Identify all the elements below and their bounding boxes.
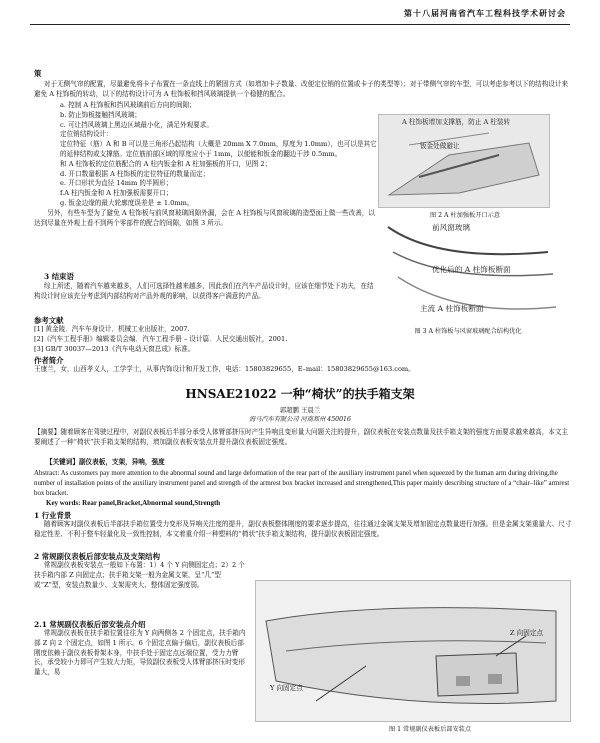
section-heading: 策 <box>34 69 42 78</box>
figure-3-caption: 图 3 A 柱饰板与风窗玻璃配合结构优化 <box>414 328 522 335</box>
figure-1-caption: 图 1 常规副仪表板后部安装点 <box>388 726 472 733</box>
keywords-en: Key words: Rear panel,Bracket,Abnormal sound,Strength <box>46 499 221 507</box>
section-2-heading: 2 常规副仪表板后部安装点及支架结构 <box>34 552 160 561</box>
list-item: b. 防止饰板接触挡风玻璃； <box>60 110 141 119</box>
figure-2-label: A 柱饰板增加支撑筋，防止 A 柱装转 <box>402 118 511 126</box>
figure-2-label: 钣金处做避让 <box>420 142 460 150</box>
list-item: e. 开口形状为直径 14mm 的半圆形； <box>60 179 173 188</box>
body-paragraph: 另外，有些车型为了避免 A 柱饰板与前风窗玻璃间隙外漏，会在 A 柱饰板与风窗玻璃的造型面上做一些改善，以达到尽量在外观上看不到两个零部件的配合的间隙，如图 3 所示。 <box>34 208 375 227</box>
abstract-cn: 【摘要】随着顾客在驾驶过程中，对副仪表板后半部分承受人体臂部挤压时产生异响且变形量大问题关注的提升，副仪表板在安装点数量及扶手箱支架的强度方面要求越来越高，本文主要阐述了一种“椅状”扶手箱支架的结构，增加副仪表板安装点并提升副仪表板固定强度。 <box>34 428 569 446</box>
list-item: f.A 柱内钣金和 A 柱加强板需要开口； <box>60 189 173 198</box>
author-bio: 王康兰，女，山西孝义人，工学学士，从事内饰设计和开发工作，电话：15803829655，E–mail：15803829655@163.com。 <box>34 365 415 373</box>
figure-2-image <box>378 114 550 208</box>
reference-item: [1] 黄金陵．汽车车身设计．机械工业出版社，2007. <box>34 325 190 333</box>
list-item: a. 控制 A 柱饰板和挡风玻璃前后方向的间隙； <box>60 101 196 109</box>
section-1-heading: 1 行业背景 <box>34 511 72 520</box>
section-2-1-heading: 2.1 常规副仪表板后部安装点介绍 <box>34 620 146 629</box>
abstract-en: Abstract: As customers pay more attention to the abnormal sound and large deformation of the rear part of the auxiliary instrument panel when squeezed by the human arm during driving,the number of installation points of the auxiliary instrument panel and strength of the armrest box bracket increased and strengthened,This paper mainly describing structure of a “chair–like” armrest box bracket. <box>34 470 570 497</box>
author-bio-heading: 作者简介 <box>34 356 64 365</box>
conference-header: 第十八届河南省汽车工程科技学术研讨会 <box>404 8 566 18</box>
article-title: HNSAE21022 一种“椅状”的扶手箱支架 <box>185 387 415 401</box>
keywords-cn: 【关键词】副仪表板，支架，异响，强度 <box>46 458 165 466</box>
figure-3-label: 优化后的 A 柱饰板断面 <box>432 265 511 274</box>
section-2-1-body: 常规副仪表板在扶手箱位置往往为 Y 向两侧各 2 个固定点，扶手箱内部 Z 向 2 个固定点，如图 1 所示。6 个固定点偏于偏后，副仪表板后部刚度依赖于副仪表板骨架本身，中扶手处于固定点远端位置，受力力臂长，承受较小力即可产生较大力矩，导致副仪表板受人体臂部挤压时变形量大，易 <box>34 629 246 677</box>
section-1-body: 随着顾客对副仪表板后半部扶手箱位置受力变形及异响关注度的提升，副仪表板整体刚度的要求逐步提高，往往通过金属支架及增加固定点数量进行加强。但是金属支架重量大、尺寸稳定性差、不利于整车轻量化及一致性控制，本文着重介绍一种塑料的“椅状”扶手箱支架结构，提升副仪表板固定强度。 <box>34 520 572 538</box>
reference-item: [2]《汽车工程手册》编辑委员会编．汽车工程手册 – 设计篇．人民交通出版社，2001. <box>34 334 288 343</box>
article-affiliation: 海马汽车有限公司 河南郑州 450016 <box>249 416 351 423</box>
header-rule <box>30 24 570 25</box>
figure-3-label: 前风窗玻璃 <box>432 223 470 232</box>
conclusion-paragraph: 综上所述，随着汽车越来越多，人们可选择性越来越多，因此我们在汽车产品设计时，应该在细节处下功夫，在结构设计时应该充分考虑到内部结构对产品外观的影响，以获得客户满意的产品。 <box>34 282 374 300</box>
rear-console-drawing <box>256 581 570 721</box>
figure-1-image <box>255 580 571 722</box>
list-item: d. 开口数量根据 A 柱饰板的定位特征的数量而定； <box>60 169 210 178</box>
conclusion-heading: 3 结束语 <box>44 272 74 281</box>
figure-1-label: Z 向固定点 <box>510 629 544 637</box>
reference-list <box>34 325 434 354</box>
list-item: 定位特征（筋）A 和 B 可以是三角形凸起结构（大概是 20mm X 7.0mm，厚度为 1.0mm），也可以是其它的延伸结构或支撑筋。定位筋前部区域的厚度应小于 1mm，以便能和钣金的翻边干涉 0.5mm。 <box>60 140 377 158</box>
body-paragraph: 对于无侧气帘的配置，尽量避免将卡子布置在一条直线上的紧固方式（如增加卡子数量、改便定位销的位置或卡子的类型等）；对于带侧气帘的车型，可以考虑参考以下的结构设计来避免 A 柱饰板的转动，以下的结构设计可为 A 柱饰板和挡风玻璃提供一个稳健的配合。 <box>34 80 569 98</box>
reference-item: [3] GB/T 30037—2013《汽车电动天窗总成》标准。 <box>34 344 195 353</box>
design-requirements-list <box>34 101 380 228</box>
list-item: c. 可让挡风玻璃上黑边区域最小化，满足外观要求。 <box>60 120 213 129</box>
list-item: 定位销结构设计： <box>60 130 113 139</box>
a-pillar-sheet-metal-drawing <box>379 115 549 207</box>
figure-1-label: Y 向固定点 <box>270 684 303 692</box>
list-item: 和 A 柱饰板的定位筋配合的 A 柱内钣金和 A 柱加强板的开口，见图 2； <box>60 159 272 168</box>
figure-3-label: 主流 A 柱饰板断面 <box>420 304 484 313</box>
list-item: g. 钣金边缘的最大轮廓度误差是 ± 1.0mm。 <box>60 198 194 207</box>
figure-2-caption: 图 2 A 柱加强板开口示意 <box>430 212 500 219</box>
references-heading: 参考文献 <box>34 316 64 325</box>
section-2-body: 常规副仪表板安装点一般如下布置：1）4 个 Y 向侧固定点；2）2 个扶手箱内部 Z 向固定点；扶手箱支架一般为金属支架，呈“几”型或“Z”型，安装点数量少、支架需夹大、整体固定强度弱。 <box>34 561 245 589</box>
article-authors: 郭超鹏 王晨兰 <box>279 406 321 414</box>
